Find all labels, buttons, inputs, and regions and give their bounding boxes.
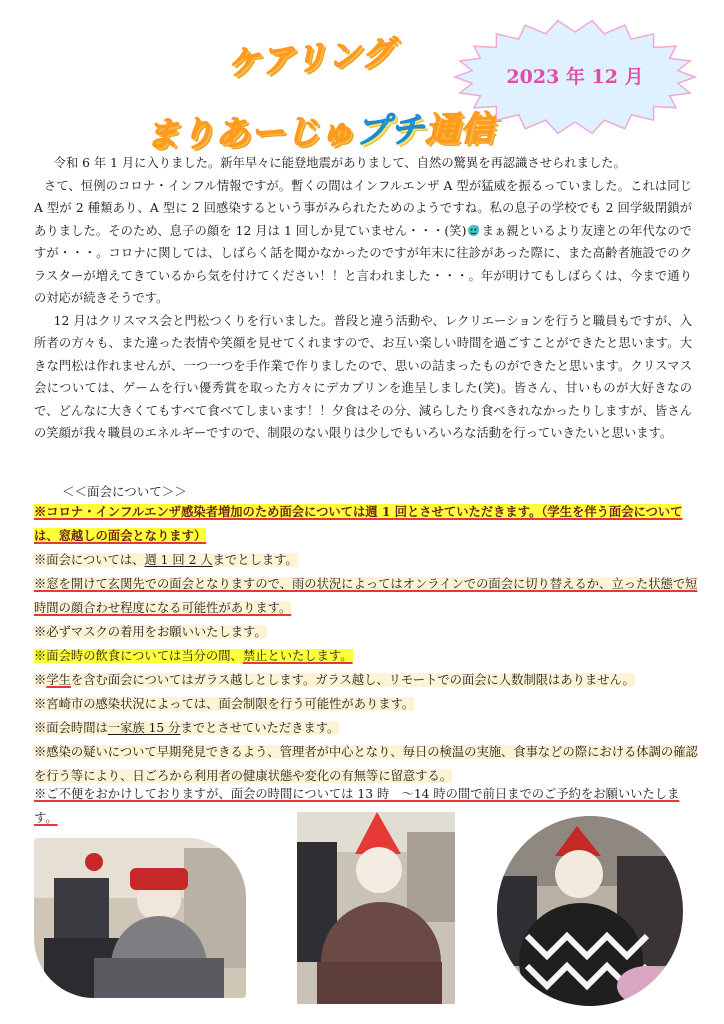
visit-notice-duration-c: までとさせていただきます。	[180, 721, 340, 735]
visit-notice-frequency-a: ※コロナ・インフルエンザ感染者増加のため面会については週	[34, 504, 378, 519]
visit-notice-students-wrap	[34, 673, 635, 687]
visit-notice-infection-check-text: ※感染の疑いについて早期発見できるよう、管理者が中心となり、毎日の検温の実施、食事などの際における体調の確認を行う等により、日ごろから利用者の健康状態や変化の有無等に留意する。	[34, 745, 698, 783]
visit-notice-food-a: ※面会時の飲食については当分の間、	[34, 649, 243, 663]
visit-notice-food-b: 禁止といたします。	[242, 649, 353, 663]
visit-notices	[34, 500, 698, 788]
paragraph-covid-flu-part2: まぁ親といるより友達との年代なのですが・・・。コロナに関しては、しばらく話を聞かなかったのですが年末に往診があった際に、また高齢者施設でのクラスターが増えてきているから気を付けてください！！と言われました・・・。年が明けてもしばらくは、今まで通りの対応が続きそうです。	[34, 223, 692, 305]
visit-notice-food-wrap	[34, 649, 353, 663]
newsletter-body	[34, 152, 692, 445]
paragraph-new-year: 令和 6 年 1 月に入りました。新年早々に能登地震がありまして、自然の驚異を再認識させられました。	[53, 156, 626, 170]
newsletter-title-line1: ケアリング	[225, 32, 396, 83]
photo-christmas-party-hat	[297, 812, 455, 1004]
visit-reservation-text: ※ご不便をおかけしておりますが、面会の時間については 13 時 〜14 時の間で前日までのご予約をお願いいたします。	[34, 787, 680, 825]
visit-notice-mask	[34, 620, 698, 644]
visit-notice-students-a: ※	[34, 673, 47, 687]
visit-notice-entrance-text: ※窓を開けて玄関先での面会となりますので、雨の状況によってはオンラインでの面会に切り替えるか、立った状態で短時間の顔合わせ程度になる可能性があります。	[34, 577, 698, 615]
visit-notice-duration-wrap	[34, 721, 339, 735]
visit-notice-students-b: 学生	[46, 673, 71, 687]
visit-notice-students-c: を含む面会についてはガラス越しとします。ガラス越し、リモートでの面会に人数制限はありません。	[70, 673, 635, 687]
photo-christmas-party-smile	[497, 816, 683, 1006]
visit-notice-miyazaki	[34, 692, 698, 716]
visit-section-heading: ＜＜面会について＞＞	[62, 484, 187, 499]
visit-notice-frequency-c: 回とさせていただきます。（学生を伴う面会については、窓越しの面会となります）	[34, 504, 683, 543]
visit-notice-infection-check	[34, 740, 698, 788]
visit-notice-duration-a: ※面会時間は	[34, 721, 108, 735]
paragraph-covid-flu	[34, 175, 692, 310]
photo-christmas-party-glasses	[34, 838, 246, 998]
paragraph-covid-flu-part1: さて、恒例のコロナ・インフル情報ですが。暫くの間はインフルエンザ A 型が猛威を振るっていました。これは同じ A 型が 2 種類あり、A 型に 2 回感染するという事がみられたためのようですね。私の息子の学校でも 2 回学級閉鎖がありました。そのため、息子の顔を 12 月は 1 回しか見ていません・・・(笑)	[34, 178, 692, 238]
visit-notice-mask-text: ※必ずマスクの着用をお願いいたします。	[34, 625, 267, 639]
visit-notice-duration-b: 一家族 15 分	[107, 721, 181, 735]
visit-notice-students	[34, 668, 698, 692]
visit-notice-frequency	[34, 500, 698, 548]
visit-notice-miyazaki-text: ※宮崎市の感染状況によっては、面会制限を行う可能性があります。	[34, 697, 415, 711]
sweat-emoji-icon	[467, 224, 480, 237]
newsletter-title-line2	[145, 101, 496, 156]
visit-notice-limit-a: ※面会については、	[34, 553, 145, 567]
visit-notice-limit	[34, 548, 698, 572]
visit-notice-frequency-b	[378, 504, 395, 519]
visit-notice-food	[34, 644, 698, 668]
visit-notice-entrance	[34, 572, 698, 620]
visit-notice-frequency-num: 1	[381, 504, 391, 519]
paragraph-december-events: 12 月はクリスマス会と門松つくりを行いました。普段と違う活動や、レクリエーションを行うと職員もですが、入所者の方々も、また違った表情や笑顔を見せてくれますので、お互い楽しい時間を過ごすことができたと思います。大きな門松は作れませんが、一つ一つを手作業で作りましたので、思いの詰まったものができたと思います。クリスマス会については、ゲームを行い優秀賞を取った方々にデカプリンを進呈しました(笑)。皆さん、甘いものが大好きなので、どんなに大きくてもすべて食べてしまいます！！夕食はその分、減らしたり食べきれなかったりしますが、皆さんの笑顔が我々職員のエネルギーですので、制限のない限りは少しでもいろいろな活動を行っていきたいと思います。	[34, 313, 692, 440]
title-facility-name: まりあーじゅ	[144, 111, 356, 156]
visit-notice-limit-c: までとします。	[212, 553, 298, 567]
title-tsushin: 通信	[424, 108, 496, 151]
visit-notice-limit-b: 週 1 回 2 人	[144, 553, 213, 567]
visit-notice-limit-wrap	[34, 553, 298, 567]
visit-notice-duration	[34, 716, 698, 740]
title-petit: プチ	[354, 110, 426, 152]
issue-date: 2023 年 12 月	[506, 66, 644, 88]
